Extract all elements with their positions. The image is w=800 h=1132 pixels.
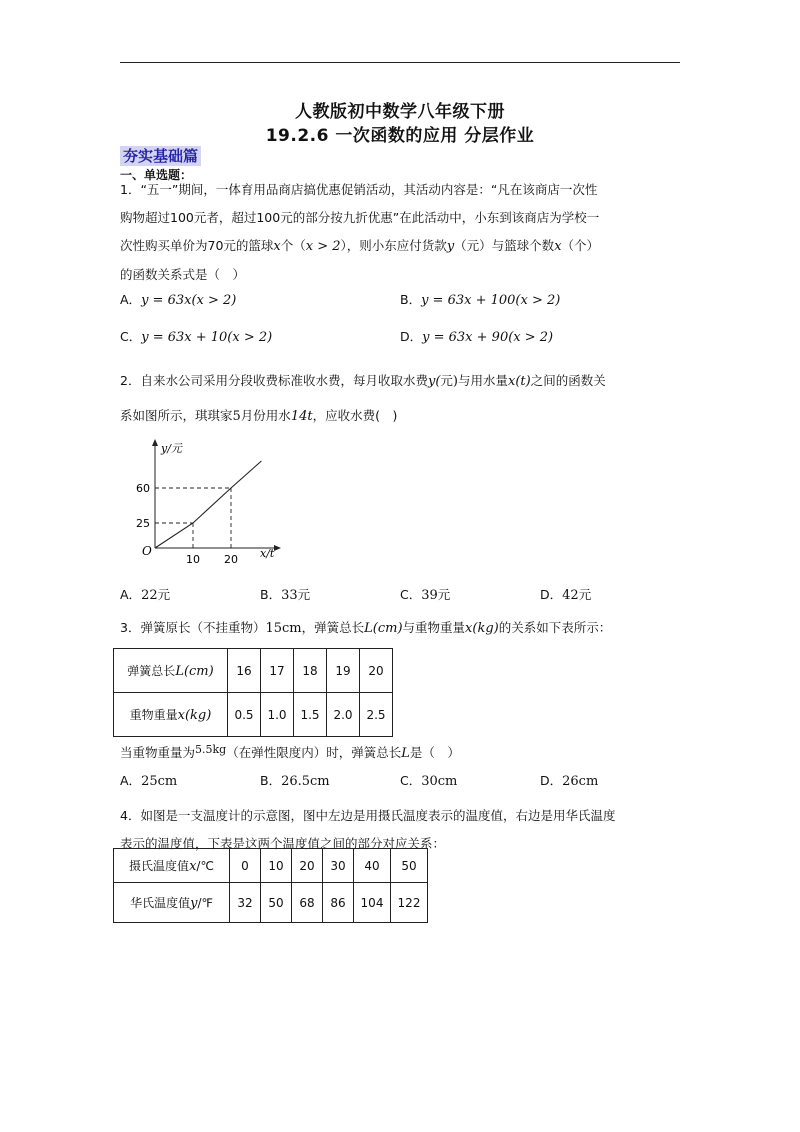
table-cell: 1.5 bbox=[294, 693, 327, 737]
question-3-prompt: 当重物重量为5.5kg（在弹性限度内）时，弹簧总长L是（ ） bbox=[120, 743, 460, 761]
table-cell: 40 bbox=[354, 849, 391, 883]
q2-option-b[interactable]: B．33元 bbox=[260, 587, 311, 603]
table-row bbox=[114, 849, 428, 883]
spring-table bbox=[113, 648, 393, 737]
q4-line-1: 4．如图是一支温度计的示意图，图中左边是用摄氏温度表示的温度值，右边是用华氏温度 bbox=[120, 808, 616, 823]
section-subheading: 一、单选题： bbox=[120, 168, 193, 182]
q3-option-d[interactable]: D．26cm bbox=[540, 773, 599, 789]
q1-option-b[interactable]: B．y = 63x + 100(x > 2) bbox=[400, 292, 561, 308]
table-row bbox=[114, 693, 393, 737]
table-cell: 2.0 bbox=[327, 693, 360, 737]
q1-line-1: 1．“五一”期间，一体育用品商店搞优惠促销活动，其活动内容是：“凡在该商店一次性 bbox=[120, 182, 598, 197]
temperature-table bbox=[113, 848, 428, 923]
table-cell: 50 bbox=[261, 883, 292, 923]
doc-title: 人教版初中数学八年级下册 bbox=[295, 102, 505, 122]
y-tick-label: 60 bbox=[136, 482, 150, 495]
table-cell: 0 bbox=[230, 849, 261, 883]
q1-option-c[interactable]: C．y = 63x + 10(x > 2) bbox=[120, 329, 273, 345]
question-2 bbox=[120, 364, 685, 434]
question-3-intro: 3．弹簧原长（不挂重物）15cm，弹簧总长L(cm)与重物重量x(kg)的关系如下表所示： bbox=[120, 620, 612, 636]
var-x: x bbox=[273, 239, 281, 254]
table-cell: 30 bbox=[323, 849, 354, 883]
water-fee-chart bbox=[120, 430, 300, 570]
q1-line-4: 的函数关系式是（ ） bbox=[120, 267, 246, 282]
table-cell: 19 bbox=[327, 649, 360, 693]
section-tag: 夯实基础篇 bbox=[120, 146, 201, 166]
q2-option-c[interactable]: C．39元 bbox=[400, 587, 451, 603]
q1-option-a[interactable]: A．y = 63x(x > 2) bbox=[120, 292, 237, 308]
table-cell: 86 bbox=[323, 883, 354, 923]
x-axis-label: x/t bbox=[260, 547, 275, 560]
table-cell: 122 bbox=[391, 883, 428, 923]
q3-option-c[interactable]: C．30cm bbox=[400, 773, 458, 789]
question-1 bbox=[120, 176, 685, 289]
table-header-cell: 重物重量x(kg) bbox=[114, 693, 228, 737]
q2-line-1: 2．自来水公司采用分段收费标准收水费，每月收取水费y(元)与用水量x(t)之间的函数关 bbox=[120, 373, 606, 389]
table-header-cell: 弹簧总长L(cm) bbox=[114, 649, 228, 693]
y-tick-label: 25 bbox=[136, 517, 150, 530]
table-cell: 18 bbox=[294, 649, 327, 693]
table-cell: 1.0 bbox=[261, 693, 294, 737]
var-y: y bbox=[446, 239, 455, 254]
table-row bbox=[114, 649, 393, 693]
q2-option-d[interactable]: D．42元 bbox=[540, 587, 592, 603]
q3-option-a[interactable]: A．25cm bbox=[120, 773, 178, 789]
var-x: x bbox=[554, 239, 562, 254]
table-header-cell: 摄氏温度值x/℃ bbox=[114, 849, 230, 883]
origin-label: O bbox=[142, 544, 152, 558]
table-row bbox=[114, 883, 428, 923]
x-tick-label: 20 bbox=[224, 553, 238, 566]
q1-option-d[interactable]: D．y = 63x + 90(x > 2) bbox=[400, 329, 554, 345]
condition: x > 2 bbox=[305, 239, 341, 254]
q1-line-3: 次性购买单价为70元的篮球x个（x > 2），则小东应付货款y（元）与篮球个数x（个） bbox=[120, 238, 600, 254]
q2-option-a[interactable]: A．22元 bbox=[120, 587, 171, 603]
series-line bbox=[155, 461, 261, 548]
table-cell: 68 bbox=[292, 883, 323, 923]
q1-line-2: 购物超过100元者，超过100元的部分按九折优惠”在此活动中，小东到该商店为学校一 bbox=[120, 210, 600, 225]
table-cell: 10 bbox=[261, 849, 292, 883]
table-cell: 0.5 bbox=[228, 693, 261, 737]
doc-subtitle: 19.2.6 一次函数的应用 分层作业 bbox=[265, 126, 535, 146]
table-cell: 20 bbox=[292, 849, 323, 883]
table-cell: 20 bbox=[360, 649, 393, 693]
table-cell: 32 bbox=[230, 883, 261, 923]
table-cell: 16 bbox=[228, 649, 261, 693]
table-cell: 104 bbox=[354, 883, 391, 923]
q2-line-2: 系如图所示，琪琪家5月份用水14t，应收水费( ) bbox=[120, 408, 398, 424]
table-header-cell: 华氏温度值y/℉ bbox=[114, 883, 230, 923]
table-cell: 2.5 bbox=[360, 693, 393, 737]
q4-line-2: 表示的温度值，下表是这两个温度值之间的部分对应关系： bbox=[120, 836, 446, 851]
y-axis-label: y/元 bbox=[161, 442, 182, 455]
q3-option-b[interactable]: B．26.5cm bbox=[260, 773, 330, 789]
top-rule bbox=[120, 62, 680, 63]
table-cell: 17 bbox=[261, 649, 294, 693]
x-tick-label: 10 bbox=[186, 553, 200, 566]
table-cell: 50 bbox=[391, 849, 428, 883]
